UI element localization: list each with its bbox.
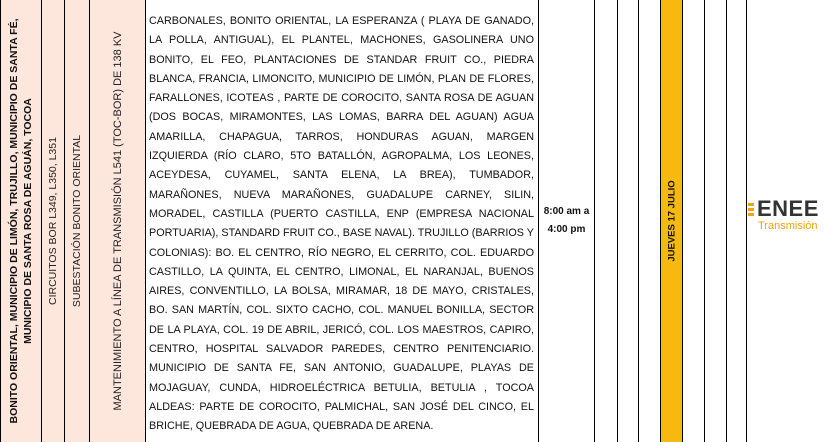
- empty-cell: [639, 0, 661, 442]
- day-text: JUEVES 17 JULIO: [666, 180, 677, 262]
- day-cell: [661, 0, 683, 442]
- zone-cell: [0, 0, 42, 442]
- time-start: 8:00 am a: [543, 206, 590, 217]
- empty-cell: [683, 0, 705, 442]
- affected-areas-cell: CARBONALES, BONITO ORIENTAL, LA ESPERANZA ( PLAYA DE GANADO, LA POLLA, ANTIGUAL), EL PLANTEL, MACHONES, GASOLINERA UNO BONITO, EL FEO, PLANTACIONES DE STANDAR FRUIT CO., PIEDRA BLANCA, FRANCIA, LIMONCITO, MUNICIPIO DE LIMÓN, PLAN DE FLORES, FARALLONES, ICOTEAS , PARTE DE COROCITO, SANTA ROSA DE AGUAN (DOS BOCAS, MIRAMONTES, LAS LOMAS, BARRA DEL AGUAN) AGUA AMARILLA, CHAPAGUA, TARROS, HONDURAS AGUAN, MARGEN IZQUIERDA (RÍO CLARO, 5TO BATALLÓN, AGROPALMA, LOS LEONES, ACEYDESA, CUYAMEL, SANTA ELENA, LA BREA), TUMBADOR, MARAÑONES, NUEVA MARAÑONES, GUADALUPE CARNEY, SILIN, MORADEL, CASTILLA (PUERTO CASTILLA, ENP (EMPRESA NACIONAL PORTUARIA), STANDARD FRUIT CO., BASE NAVAL). TRUJILLO (BARRIOS Y COLONIAS): BO. EL CENTRO, RÍO NEGRO, EL CERRITO, COL. EDUARDO CASTILLO, LA QUINTA, EL CENTRO, LIMONAL, EL NARANJAL, BUENOS AIRES, CONVENTILLO, LA BOLSA, MIRAMAR, 18 DE MAYO, CRISTALES, BO. SAN MARTÍN, COL. SIXTO CACHO, COL. MANUEL BONILLA, SECTOR DE LA PLAYA, COL. 19 DE ABRIL, JERICÓ, COL. LOS MAESTROS, CAPIRO, CENTRO, HOSPITAL SALVADOR PAREDES, CENTRO PENITENCIARIO. MUNICIPIO DE SANTA FE, SAN ANTONIO, GUADALUPE, PLAYAS DE MOJAGUAY, CUNDA, HIDROELÉCTRICA BETULIA, BETULIA , TOCOA ALDEAS: PARTE DE COROCITO, PALMICHAL, SAN JOSÉ DEL CINCO, EL BRICHE, QUEBRADA DE AGUA, QUEBRADA DE ARENA.: [146, 0, 539, 442]
- substation-text: SUBESTACIÓN BONITO ORIENTAL: [71, 134, 83, 308]
- empty-cell: [618, 0, 639, 442]
- zone-text: BONITO ORIENTAL, MUNICIPIO DE LIMÓN, TRUJILLO, MUNICIPIO DE SANTA FÉ, MUNICIPIO DE SANTA ROSA DE AGUÁN, TOCOA: [8, 18, 34, 424]
- time-end: 4:00 pm: [547, 224, 586, 235]
- circuits-text: CIRCUITOS BOR L349, L350, L351: [47, 137, 59, 305]
- empty-cell: [705, 0, 727, 442]
- empty-cell: [595, 0, 618, 442]
- empty-cell: [727, 0, 747, 442]
- logo-bars-icon: [748, 203, 754, 216]
- enee-logo: [748, 198, 825, 244]
- maintenance-cell: [90, 0, 146, 442]
- substation-cell: [65, 0, 90, 442]
- schedule-time-cell: [539, 0, 595, 442]
- maintenance-text: MANTENIMIENTO A LÍNEA DE TRANSMISIÓN L541 (TOC-BOR) DE 138 KV: [111, 31, 124, 411]
- logo-subtitle: Transmisión: [758, 220, 818, 232]
- circuits-cell: [42, 0, 65, 442]
- logo-brand: ENEE: [757, 196, 819, 221]
